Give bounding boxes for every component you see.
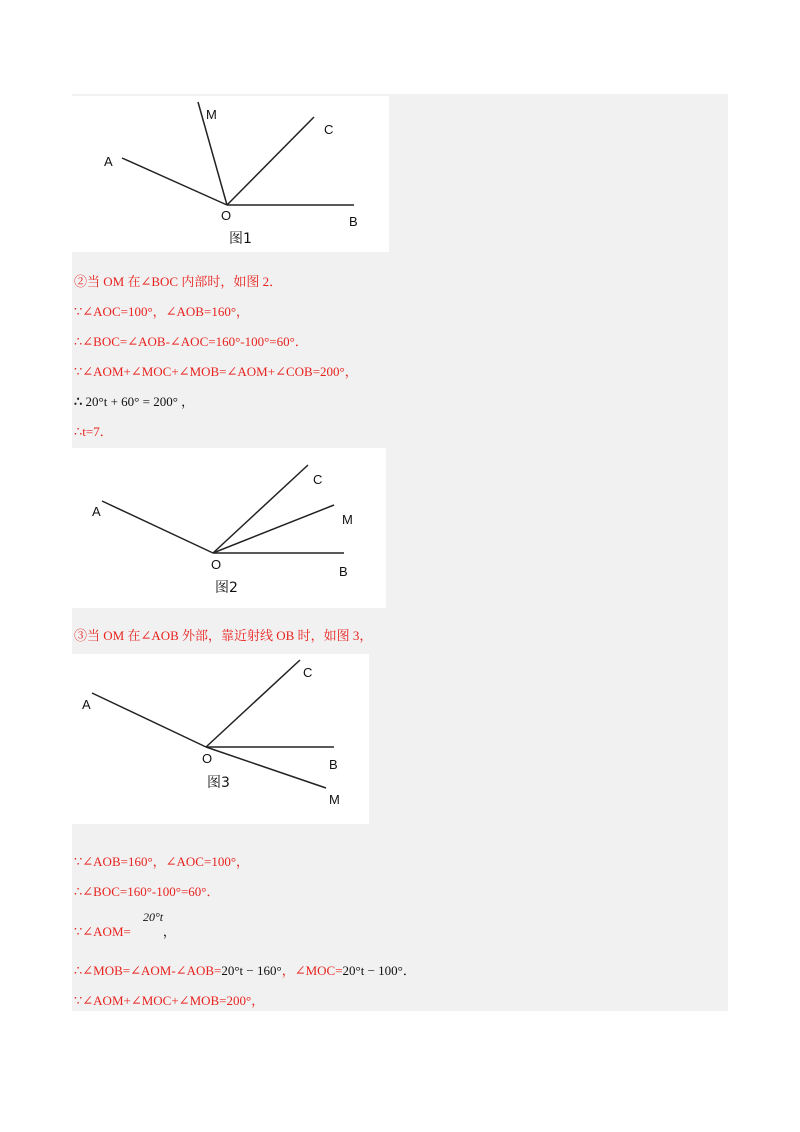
text-angle-boc-2: ∴∠BOC=160°-100°=60°． [74,884,220,899]
ray-oa [92,693,206,747]
mob-expression: 20°t − 160° [221,963,282,978]
text-angle-aom: ∵∠AOM= ， [74,924,176,939]
moc-expression: 20°t − 100° [342,963,403,978]
text-angle-sum: ∵∠AOM+∠MOC+∠MOB=∠AOM+∠COB=200°， [74,364,358,379]
label-a: A [82,697,91,712]
figure-2-diagram [72,448,386,608]
label-c: C [313,472,323,487]
label-b: B [349,214,358,229]
label-o: O [211,557,222,572]
label-b: B [329,757,338,772]
figure-3 [72,654,369,824]
ray-oc [206,660,300,747]
text-angle-boc: ∴∠BOC=∠AOB-∠AOC=160°-100°=60°． [74,334,308,349]
label-m: M [342,512,353,527]
text-result-t: ∴t=7． [74,424,113,439]
ray-oc [213,465,308,553]
text-angle-sum-2: ∵∠AOM+∠MOC+∠MOB=200°， [74,993,265,1008]
label-b: B [339,564,348,579]
text-case-2-heading: ②当 OM 在∠BOC 内部时，如图 2． [74,274,283,289]
label-c: C [303,665,313,680]
figure-1-caption: 图1 [229,231,252,247]
figure-2 [72,448,386,608]
figure-1-diagram [72,96,389,252]
therefore-symbol: ∴ [74,394,83,409]
figure-3-diagram [72,654,369,824]
label-o: O [221,208,232,223]
text-given-angles: ∵∠AOC=100°，∠AOB=160°， [74,304,250,319]
ray-om [213,505,334,553]
equation-expression: 20°t + 60° = 200° [85,394,178,409]
ray-oc [227,117,314,205]
figure-2-caption: 图2 [215,580,238,596]
figure-3-caption: 图3 [207,775,230,791]
angle-aom-expression: 20°t [143,910,164,924]
ray-oa [102,501,213,553]
text-angle-mob-moc: ∴∠MOB=∠AOM-∠AOB=20°t − 160°，∠MOC=20°t − 100°． [74,963,416,978]
label-o: O [202,751,213,766]
figure-1 [72,96,389,252]
text-given-angles-2: ∵∠AOB=160°，∠AOC=100°， [74,854,250,869]
text-equation [74,393,194,411]
text-case-3-heading: ③当 OM 在∠AOB 外部，靠近射线 OB 时，如图 3， [74,628,373,643]
ray-oa [122,158,227,205]
label-a: A [104,154,113,169]
label-m: M [329,792,340,807]
label-m: M [206,107,217,122]
label-a: A [92,504,101,519]
equation-comma: ， [181,394,195,409]
label-c: C [324,122,334,137]
